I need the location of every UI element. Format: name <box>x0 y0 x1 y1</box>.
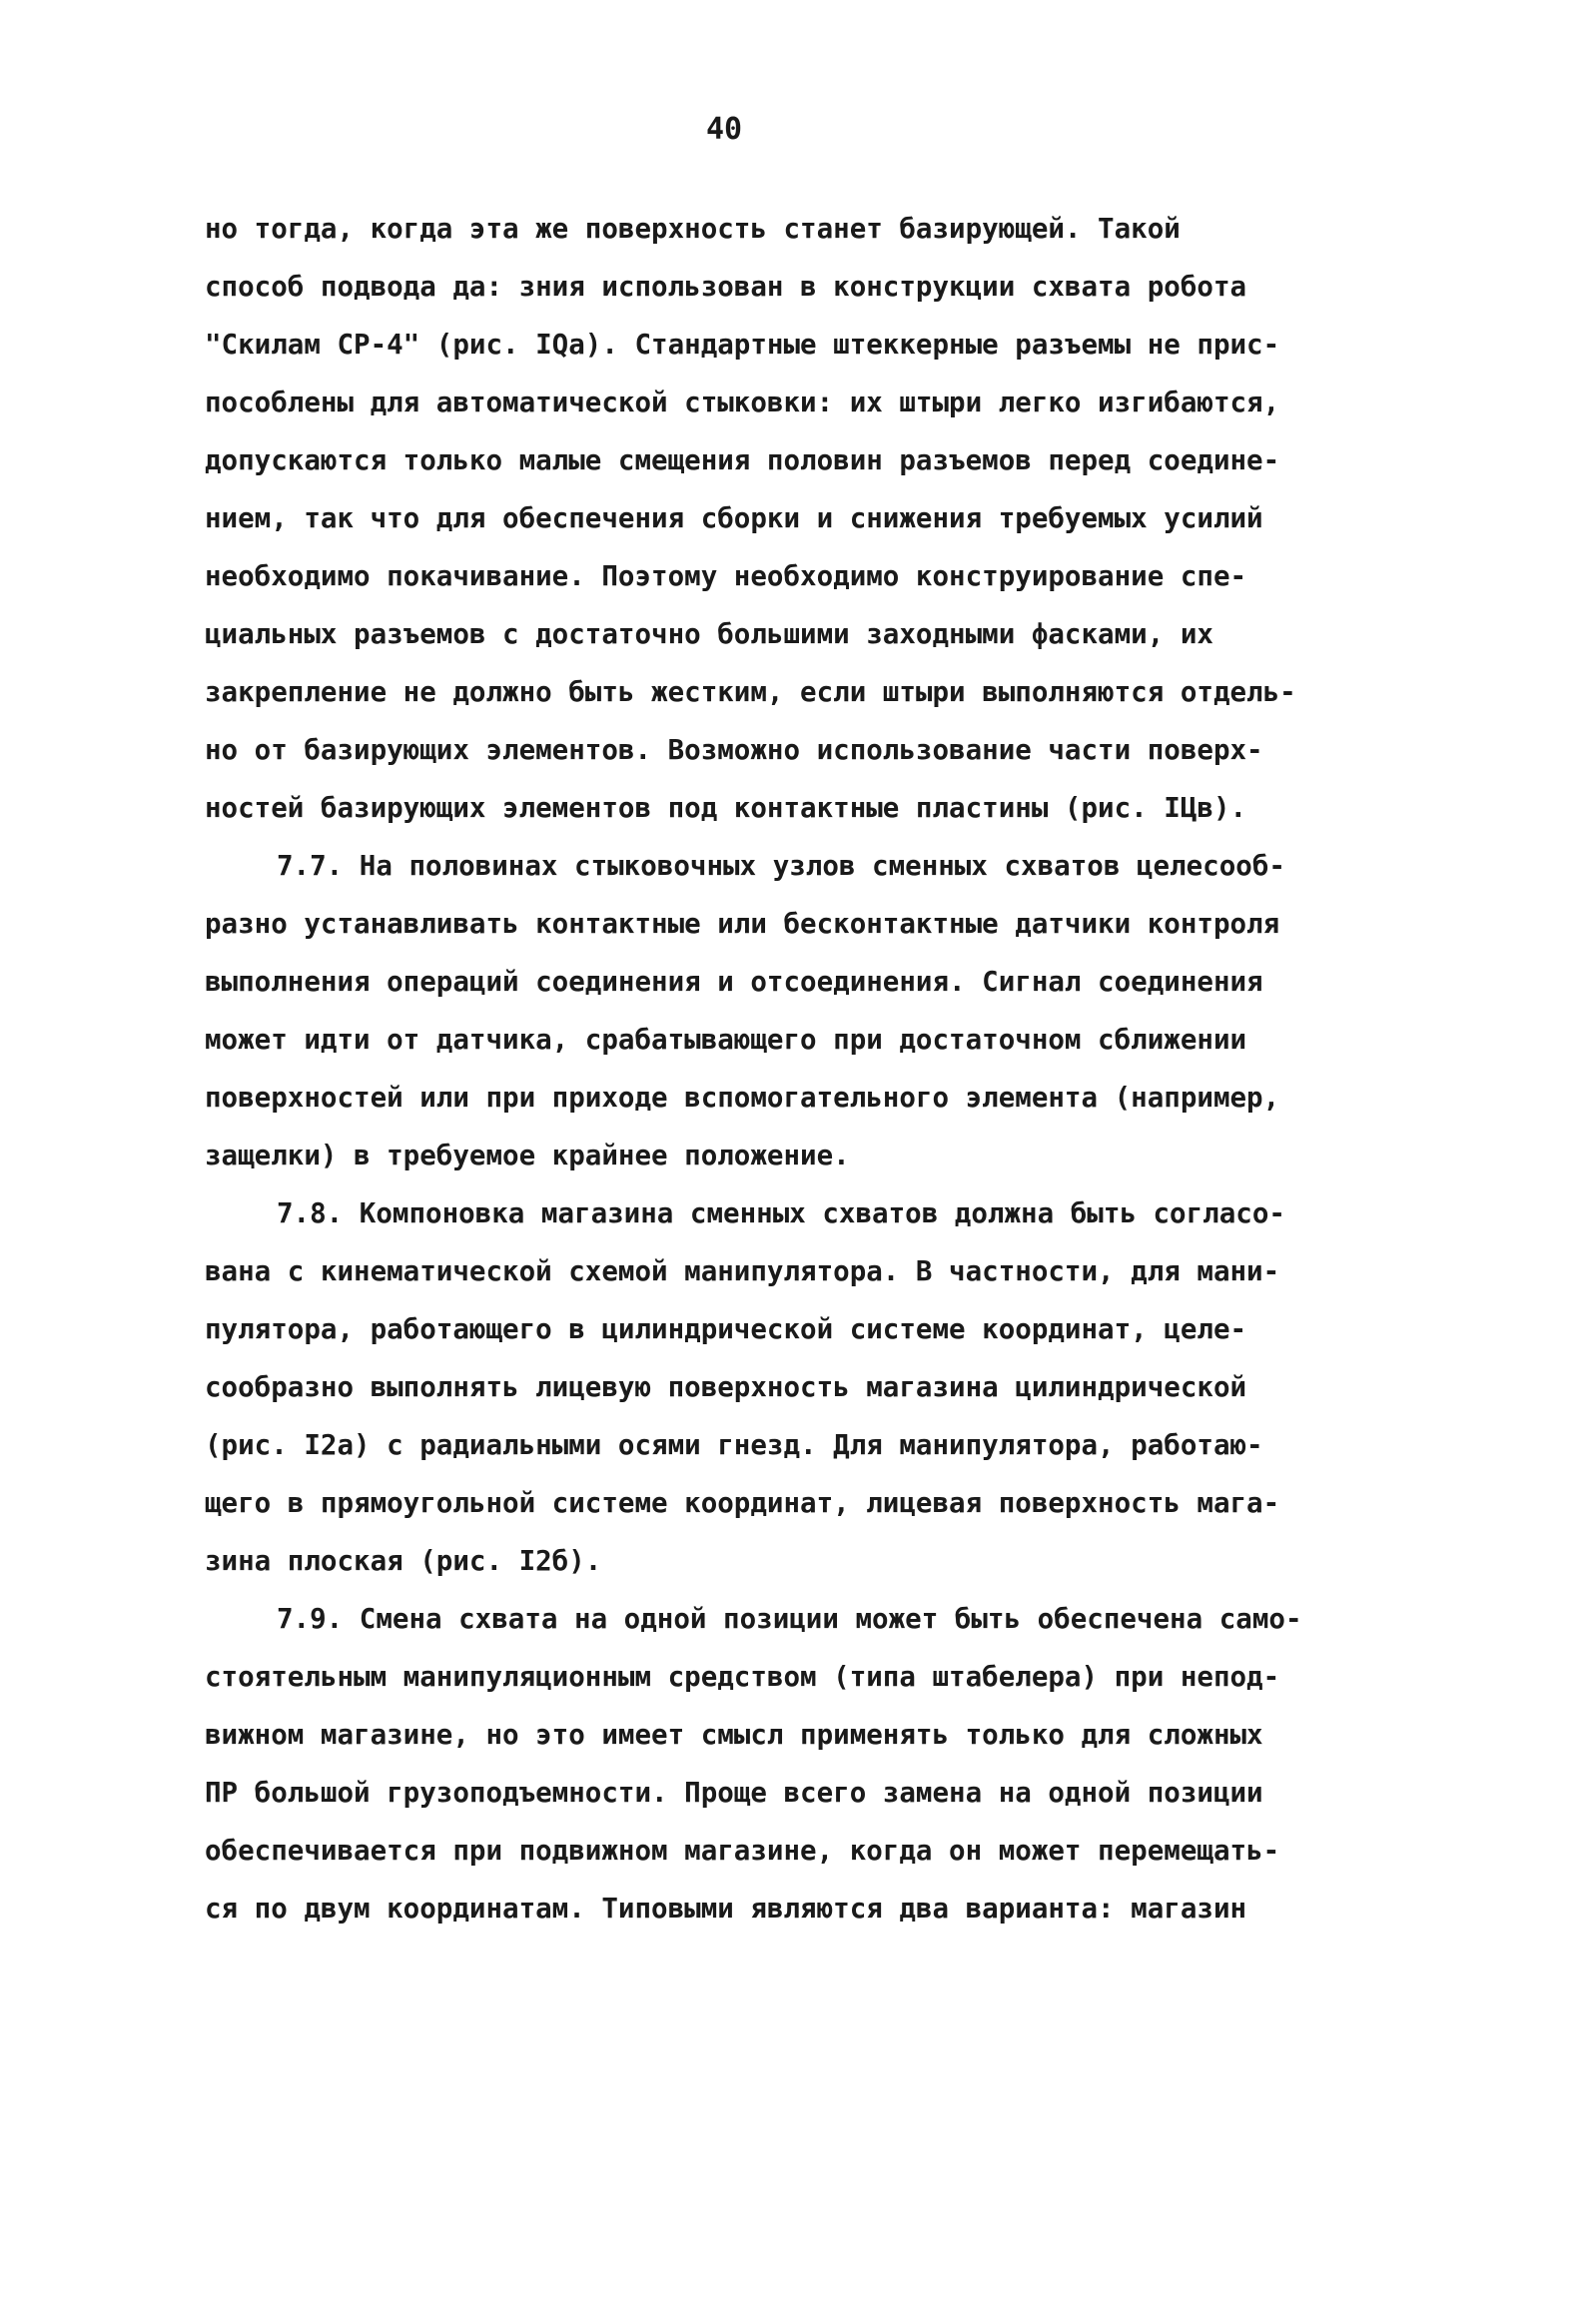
text-line: (рис. I2а) с радиальными осями гнезд. Для манипулятора, работаю- <box>205 1429 1263 1461</box>
body-text <box>205 200 1418 1937</box>
text-line: пулятора, работающего в цилиндрической системе координат, целе- <box>205 1313 1247 1345</box>
text-line: но тогда, когда эта же поверхность станет базирующей. Такой <box>205 213 1181 245</box>
text-line: но от базирующих элементов. Возможно использование части поверх- <box>205 734 1263 766</box>
text-line: нием, так что для обеспечения сборки и снижения требуемых усилий <box>205 502 1263 534</box>
text-line: ПР большой грузоподъемности. Проще всего замена на одной позиции <box>205 1777 1263 1809</box>
text-line: пособлены для автоматической стыковки: их штыри легко изгибаются, <box>205 386 1280 418</box>
text-line: "Скилам СР-4" (рис. IQa). Стандартные штеккерные разъемы не прис- <box>205 329 1280 361</box>
text-line: закрепление не должно быть жестким, если штыри выполняются отдель- <box>205 676 1296 708</box>
page-number: 40 <box>705 112 743 147</box>
text-line: защелки) в требуемое крайнее положение. <box>205 1140 850 1171</box>
text-line: разно устанавливать контактные или бесконтактные датчики контроля <box>205 908 1280 940</box>
paragraph-7-8 <box>205 1184 1418 1590</box>
text-line: щего в прямоугольной системе координат, лицевая поверхность мага- <box>205 1487 1280 1519</box>
text-line: 7.9. Смена схвата на одной позиции может быть обеспечена само- <box>277 1603 1302 1635</box>
text-line: вижном магазине, но это имеет смысл применять только для сложных <box>205 1719 1263 1751</box>
text-line: способ подвода да: зния использован в конструкции схвата робота <box>205 271 1247 303</box>
text-line: циальных разъемов с достаточно большими заходными фасками, их <box>205 618 1213 650</box>
text-line: допускаются только малые смещения половин разъемов перед соедине- <box>205 444 1280 476</box>
text-line: 7.8. Компоновка магазина сменных схватов должна быть согласо- <box>277 1197 1285 1229</box>
text-line: может идти от датчика, срабатывающего при достаточном сближении <box>205 1024 1247 1056</box>
text-line: вана с кинематической схемой манипулятора. В частности, для мани- <box>205 1255 1280 1287</box>
text-line: зина плоская (рис. I2б). <box>205 1545 602 1577</box>
text-line: ся по двум координатам. Типовыми являются два варианта: магазин <box>205 1893 1247 1925</box>
text-line: обеспечивается при подвижном магазине, когда он может перемещать- <box>205 1835 1280 1867</box>
text-line: необходимо покачивание. Поэтому необходимо конструирование спе- <box>205 560 1247 592</box>
text-line: ностей базирующих элементов под контактные пластины (рис. IЦв). <box>205 792 1247 824</box>
paragraph-1 <box>205 200 1418 837</box>
text-line: поверхностей или при приходе вспомогательного элемента (например, <box>205 1082 1280 1114</box>
text-line: стоятельным манипуляционным средством (типа штабелера) при непод- <box>205 1661 1280 1693</box>
paragraph-7-9 <box>205 1590 1418 1937</box>
text-line: сообразно выполнять лицевую поверхность магазина цилиндрической <box>205 1371 1247 1403</box>
text-line: выполнения операций соединения и отсоединения. Сигнал соединения <box>205 966 1263 998</box>
text-line: 7.7. На половинах стыковочных узлов сменных схватов целесооб- <box>277 850 1285 882</box>
paragraph-7-7 <box>205 837 1418 1184</box>
